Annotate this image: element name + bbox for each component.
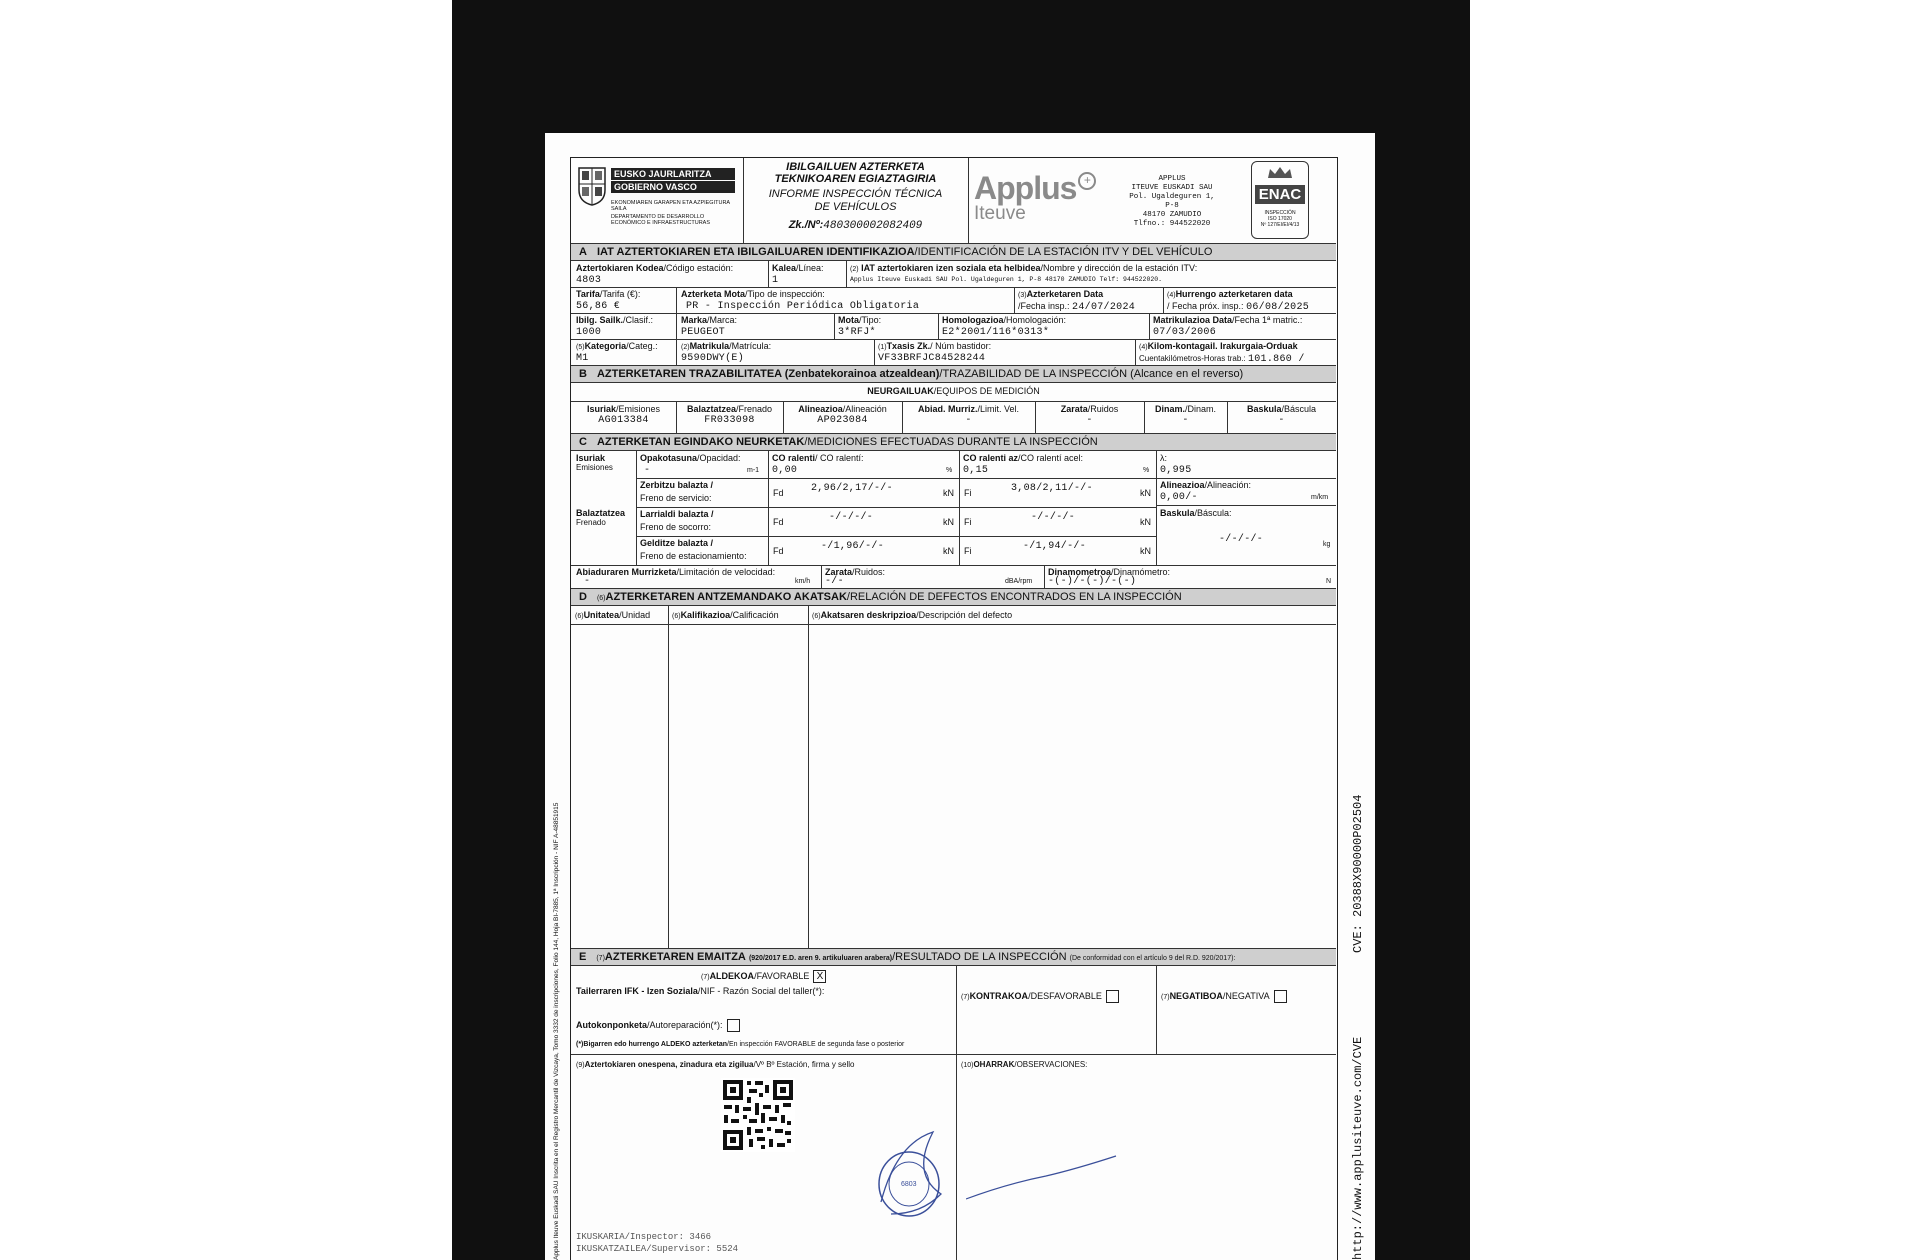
self-repair-checkbox: [727, 1019, 740, 1032]
cve-url: http://www.applusiteuve.com/CVE: [1351, 1036, 1365, 1260]
observations-label: (10)OHARRAK/OBSERVACIONES:: [961, 1060, 1088, 1069]
dept-name-es: DEPARTAMENTO DE DESARROLLO ECONÓMICO E INFRAESTRUCTURAS: [611, 214, 711, 226]
vehicle-class: 1000: [576, 327, 602, 338]
section-b-header: B AZTERKETAREN TRAZABILITATEA (Zenbatekorainoa atzealdean)/TRAZABILIDAD DE LA INSPECCIÓN (Alcance en el reverso): [571, 365, 1336, 383]
noise-value: -/-: [825, 576, 844, 587]
section-c-header: C AZTERKETAN EGINDAKO NEURKETAK/MEDICIONES EFECTUADAS DURANTE LA INSPECCIÓN: [571, 433, 1336, 451]
document-number: 480300002082409: [823, 220, 923, 232]
equipment-title: NEURGAILUAK/EQUIPOS DE MEDICIÓN: [867, 386, 1040, 396]
equipment-table: [571, 401, 1336, 433]
title-eu-line1: IBILGAILUEN AZTERKETA: [786, 161, 925, 173]
enac-seal: ENAC INSPECCIÓN ISO 17020 Nº 127/EI/EI/4/13: [1251, 161, 1309, 239]
gov-name-es: GOBIERNO VASCO: [611, 181, 735, 193]
header: [571, 158, 1336, 243]
number-label: Zk./Nº:: [788, 219, 824, 231]
vin-number: VF33BRFJC84528244: [878, 353, 986, 364]
opacity-value: -: [644, 465, 651, 476]
background-right: [1470, 0, 1920, 1260]
station-stamp: [871, 1124, 961, 1229]
crown-icon: [1265, 165, 1295, 179]
co-accel-value: 0,15: [963, 465, 989, 476]
vehicle-type: 3*RFJ*: [838, 327, 876, 338]
title-es-line1: INFORME INSPECCIÓN TÉCNICA: [768, 188, 943, 200]
inspector-id: IKUSKARIA/Inspector: 3466: [576, 1232, 712, 1242]
dept-name-eu: EKONOMIAREN GARAPEN ETA AZPIEGITURA SAILA: [611, 200, 730, 212]
lambda-value: 0,995: [1160, 465, 1192, 476]
iteuve-logo: Iteuve: [974, 203, 1026, 224]
equipment-dynamometer: Dinam./Dinam. -: [1154, 404, 1217, 426]
title-eu-line2: TEKNIKOAREN EGIAZTAGIRIA: [774, 173, 937, 185]
result-block: (7)ALDEKOA/FAVORABLE X Tailerraren IFK - Izen Soziala/NIF - Razón Social del taller(*): Autokonponketa/Autoreparación(*): (*)Bigarren edo hurrengo ALDEKO azterketan/En inspección FAVORABLE de segunda fase o posterior (7)KONTRAKOA/DESFAVORABLE (7)NEGATIBOA/NEGATIVA: [571, 966, 1336, 1054]
line-number: 1: [772, 275, 779, 286]
result-unfavorable: (7)KONTRAKOA/DESFAVORABLE: [961, 990, 1119, 1003]
qr-code: [721, 1078, 795, 1157]
defects-column-rating: (6)Kalifikazioa/Calificación: [672, 610, 779, 620]
document-title: [743, 161, 968, 233]
result-negative: (7)NEGATIBOA/NEGATIVA: [1161, 990, 1287, 1003]
tariff-value: 56,86 €: [576, 301, 621, 312]
supervisor-id: IKUSKATZAILEA/Supervisor: 5524: [576, 1244, 739, 1254]
equipment-speed-limit: Abiad. Murriz./Limit. Vel. -: [917, 404, 1020, 426]
favorable-checkbox: X: [813, 970, 826, 983]
cve-code: CVE: 20388X90000P02504: [1351, 794, 1365, 953]
left-margin-registry-text: Applus Iteuve Euskadi SAU Inscrita en el Registro Mercantil de Vizcaya, Tomo 3332 de inscripciones, Folio 144, Hoja BI-7885, 1ª Inscripción - NIF A-48851915: [553, 802, 560, 1260]
defects-table: [571, 606, 1336, 948]
defects-column-unit: (6)Unitatea/Unidad: [575, 610, 651, 620]
signature-stroke-icon: [966, 1144, 1126, 1204]
equipment-noise: Zarata/Ruidos -: [1060, 404, 1119, 426]
company-address: APPLUS ITEUVE EUSKADI SAU Pol. Ugaldeguren 1, P-8 48170 ZAMUDIO Tlfno.: 944522020: [1129, 175, 1215, 228]
dynamometer-value: -(-)/-(-)/-(-): [1048, 576, 1137, 587]
vehicle-brand: PEUGEOT: [681, 327, 726, 338]
title-es-line2: DE VEHÍCULOS: [814, 201, 897, 213]
equipment-brakes: Balaztatzea/Frenado FR033098: [686, 404, 773, 426]
defects-column-description: (6)Akatsaren deskripzioa/Descripción del defecto: [812, 610, 1013, 620]
service-brake-fd: 2,96/2,17/-/-: [811, 483, 893, 494]
inspection-date: 24/07/2024: [1072, 302, 1136, 313]
equipment-scale: Baskula/Báscula -: [1246, 404, 1317, 426]
background-left: [0, 0, 452, 1260]
station-code: 4803: [576, 275, 602, 286]
parking-brake-fi: -/1,94/-/-: [1023, 541, 1087, 552]
next-inspection-date: 06/08/2025: [1246, 302, 1310, 313]
speed-limit-value: -: [584, 576, 591, 587]
plus-circle-icon: +: [1078, 172, 1096, 190]
inspection-form: [570, 157, 1338, 1260]
qr-code-icon: [721, 1078, 795, 1152]
equipment-alignment: Alineazioa/Alineación AP023084: [798, 404, 887, 426]
emergency-brake-fd: -/-/-/-: [829, 512, 874, 523]
applus-logo: Applus + Iteuve: [974, 172, 1096, 223]
gov-name-eu: EUSKO JAURLARITZA: [611, 168, 735, 180]
homologation: E2*2001/116*0313*: [942, 327, 1050, 338]
inspection-document: [545, 133, 1375, 1260]
vehicle-category: M1: [576, 353, 589, 364]
speed-noise-row: Abiaduraren Murrizketa/Limitación de velocidad: - km/h Zarata/Ruidos: -/- dBA/rpm Dinamometroa/Dinamómetro: -(-)/-(-)/-(-) N: [576, 567, 1332, 587]
signature: [966, 1144, 1126, 1209]
unfavorable-checkbox: [1106, 990, 1119, 1003]
station-address: Applus Iteuve Euskadi SAU Pol. Ugaldeguren 1, P-8 48170 ZAMUDIO Telf: 944522020.: [850, 276, 1163, 283]
basque-government-logo: [577, 166, 607, 211]
inspection-type: PR - Inspección Periódica Obligatoria: [686, 301, 920, 312]
co-idle-value: 0,00: [772, 465, 798, 476]
section-d-header: D (6)AZTERKETAREN ANTZEMANDAKO AKATSAK/RELACIÓN DE DEFECTOS ENCONTRADOS EN LA INSPECCIÓN: [571, 588, 1336, 606]
section-a-row4: (5)Kategoria/Categ.: M1 (2)Matrikula/Matrícula: 9590DWY(E) (1)Txasis Zk./ Núm bastidor: VF33BRFJC84528244 (4)Kilom-kontagail. Irakurgaia-Orduak Cuentakilómetros-Horas trab.: 101.860 /: [576, 341, 1305, 365]
stamp-seal-icon: [871, 1124, 961, 1224]
equipment-emissions: Isuriak/Emisiones AG013384: [586, 404, 661, 426]
emergency-brake-fi: -/-/-/-: [1031, 512, 1076, 523]
brakes-block: Balaztatzea Frenado Zerbitzu balazta / Freno de servicio: Fd 2,96/2,17/-/- kN Fi 3,08/2,11/-/- kN Larrialdi balazta / Freno de socorro: Fd -/-/-/- kN Fi -/-/-/- kN Gelditze balazta / Freno de estacionamiento: Fd -/1,96/-/- kN Fi -/1,94/-/- kN Alineazioa/Alineación: 0,00/- m/km Baskula/Báscula: -/-/-/- kg: [571, 478, 1336, 565]
section-e-header: E (7)AZTERKETAREN EMAITZA (920/2017 E.D. aren 9. artikuluaren arabera)/RESULTADO DE LA INSPECCIÓN (De conformidad con el artículo 9 del R.D. 920/2017):: [571, 948, 1336, 966]
signature-block: (9)Aztertokiaren onespena, zinadura eta zigilua/Vº Bº Estación, firma y sello 6803 IKUSKARIA/Inspector: 3466 IKUSKATZAILEA/Supervisor: 5524 (10)OHARRAK/OBSERVACIONES:: [571, 1054, 1336, 1260]
result-favorable: (7)ALDEKOA/FAVORABLE X: [701, 970, 826, 983]
service-brake-fi: 3,08/2,11/-/-: [1011, 483, 1093, 494]
parking-brake-fd: -/1,96/-/-: [821, 541, 885, 552]
section-a-row2: Tarifa/Tarifa (€): 56,86 € Azterketa Mota/Tipo de inspección: PR - Inspección Periódica Obligatoria (3)Azterketaren Data /Fecha insp.: 24/07/2024 (4)Hurrengo azterketaren data / Fecha próx. insp.: 06/08/2025: [576, 289, 1310, 313]
emissions-row: Isuriak Emisiones Opakotasuna/Opacidad: - m-1 CO ralenti/ CO ralentí: 0,00 % CO ralenti az/CO ralentí acel: 0,15 % λ: 0,995: [576, 453, 1192, 476]
coat-of-arms-icon: [577, 166, 607, 206]
license-plate: 9590DWY(E): [681, 353, 745, 364]
section-a-header: A IAT AZTERTOKIAREN ETA IBILGAILUAREN IDENTIFIKAZIOA/IDENTIFICACIÓN DE LA ESTACIÓN ITV Y DEL VEHÍCULO: [571, 243, 1336, 261]
svg-text:6803: 6803: [901, 1181, 917, 1188]
section-a-row1: Aztertokiaren Kodea/Código estación: 4803 Kalea/Línea: 1 (2) IAT aztertokiaren izen soziala eta helbidea/Nombre y dirección de la estación ITV: Applus Iteuve Euskadi SAU Pol. Ugaldeguren 1, P-8 48170 ZAMUDIO Telf: 944522020.: [576, 263, 1198, 286]
negative-checkbox: [1274, 990, 1287, 1003]
odometer-reading: 101.860 /: [1247, 354, 1305, 365]
section-a-row3: Ibilg. Sailk./Clasif.: 1000 Marka/Marca: PEUGEOT Mota/Tipo: 3*RFJ* Homologazioa/Homologación: E2*2001/116*0313* Matrikulazioa Data/Fecha 1ª matric.: 07/03/2006: [576, 315, 1303, 338]
scale-value: -/-/-/-: [1219, 534, 1264, 545]
alignment-value: 0,00/-: [1160, 492, 1198, 503]
first-registration-date: 07/03/2006: [1153, 327, 1217, 338]
